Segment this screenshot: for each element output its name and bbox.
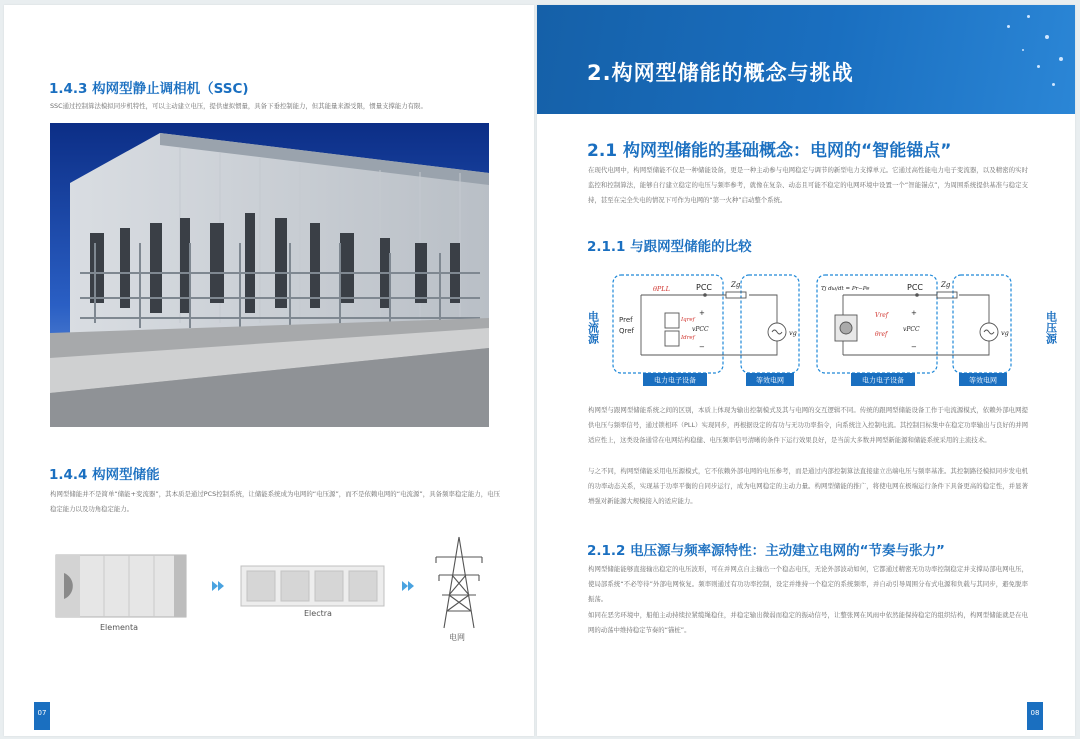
current-source-label-1: 电流源 — [586, 311, 600, 344]
vg-label-right: vg — [1001, 329, 1009, 337]
product-diagram — [44, 533, 504, 648]
qref-label: Qref — [619, 327, 635, 335]
decor-dot — [1022, 49, 1024, 51]
section-body-2-1-1-p2: 与之不同，构网型储能采用电压源模式，它不依赖外部电网的电压参考，而是通过内部控制算法直接建立出端电压与频率基准。其控制路径模拟同步发电机的功率动态关系，实现基于功率平衡的自同步运行，成为电网稳定的主动力量。构网型储能的推广，将使电网在极端运行条件下具备更高的稳定性，并显著增强对新能源大规模接入的适应能力。 — [588, 467, 1028, 505]
eq-grid-label-left: 等效电网 — [756, 376, 784, 385]
zg-label-right: Zg — [941, 281, 951, 289]
pcc-label-right: PCC — [907, 283, 923, 292]
page-number-right: 08 — [1027, 702, 1043, 730]
eq-grid-label-right: 等效电网 — [969, 376, 997, 385]
decor-dot — [1027, 15, 1030, 18]
decor-dot — [1045, 35, 1049, 39]
page-number-left: 07 — [34, 702, 50, 730]
iqref-label: Iqref — [681, 317, 695, 323]
elementa-cabinet-image — [56, 555, 186, 617]
theta-ref-label: θref — [875, 331, 888, 338]
section-body-2-1: 在现代电网中，构网型储能不仅是一种储能设备，更是一种主动参与电网稳定与调节的新型电力支撑单元。它通过高性能电力电子变流器，以及精密的实时监控和控制算法，能够自行建立稳定的电压与频率参考，就像在复杂、动态且可能不稳定的电网环境中设置一个“智能锚点”，为周围系统提供基准与稳定支持，甚至在完全失电的情况下可作为电网的“第一火种”启动整个系统。 — [588, 166, 1028, 204]
section-title-2-1: 2.1 构网型储能的基础概念：电网的“智能锚点” — [587, 141, 952, 161]
pref-label: Pref — [619, 316, 633, 324]
vpcc-label-left: vPCC — [692, 326, 709, 333]
chapter-title: 2.构网型储能的概念与挑战 — [587, 61, 854, 85]
section-title-2-1-1: 2.1.1 与跟网型储能的比较 — [587, 239, 752, 255]
vpcc-label-right: vPCC — [903, 326, 920, 333]
zg-label-left: Zg — [731, 281, 741, 289]
section-title-1-4-4: 1.4.4 构网型储能 — [49, 467, 160, 483]
section-title-1-4-3: 1.4.3 构网型静止调相机（SSC) — [49, 81, 249, 97]
chapter-banner — [537, 5, 1075, 114]
theta-pll-label: θPLL — [653, 285, 670, 293]
decor-dot — [1007, 25, 1010, 28]
pe-device-label-left: 电力电子设备 — [654, 376, 696, 385]
decor-dot — [1059, 57, 1063, 61]
pe-device-label-right: 电力电子设备 — [862, 376, 904, 385]
left-page — [4, 5, 534, 736]
electra-label: Electra — [304, 609, 332, 618]
grid-following-vs-grid-forming-diagram — [581, 263, 1061, 393]
section-body-1-4-3: SSC通过控制算法模拟同步机特性，可以主动建立电压，提供虚拟惯量，具备下垂控制能力，但其能量来源受限，惯量支撑能力有限。 — [50, 102, 427, 110]
idref-label: Idref — [681, 335, 695, 341]
minus-label-right: − — [911, 343, 917, 351]
arrow-icon — [402, 581, 414, 591]
right-page — [537, 5, 1075, 736]
grid-box-left — [741, 275, 799, 373]
vg-label-left: vg — [789, 329, 797, 337]
elementa-label: Elementa — [100, 623, 139, 632]
grid-box-right — [953, 275, 1011, 373]
section-body-2-1-2-p1: 构网型储能能够直接输出稳定的电压波形，可在并网点自主输出一个稳态电压，无论外部波动如何，它都通过精密无功功率控制稳定并支撑局部电网电压，使局部系统“不必等待”外部电网恢复。频率则通过有功功率控制，设定并维持一个稳定的系统频率，并自动引导周围分布式电源和负载与其同步，避免脱率振荡。 — [588, 565, 1028, 603]
section-body-2-1-1-p1: 构网型与跟网型储能系统之间的区别，本质上体现为输出控制模式及其与电网的交互逻辑不同。传统的跟网型储能设备工作于电流源模式，依赖外部电网提供电压与频率信号，通过锁相环（PLL）实现同步，再根据设定的有功与无功功率指令，向系统注入控制电流。其控制目标集中在稳定功率输出与良好的并网适应性上，这类设备通常在电网结构稳健、电压频率信号清晰的条件下运行效果良好，是当前大多数并网型新能源和储能系统采用的主流技术。 — [588, 406, 1028, 444]
decor-dot — [1037, 65, 1040, 68]
swing-equation-label: Tj dω/dt = Pr−Pe — [821, 286, 870, 292]
section-body-1-4-4: 构网型储能并不是简单“储能+变流器”，其本质是通过PCS控制系统，让储能系统成为电网的“电压源”，而不是依赖电网的“电流源”，具备频率稳定能力，电压稳定能力以及功角稳定能力。 — [50, 490, 500, 513]
grid-label: 电网 — [449, 633, 465, 642]
section-title-2-1-2: 2.1.2 电压源与频率源特性：主动建立电网的“节奏与张力” — [587, 543, 945, 559]
transmission-tower-icon — [436, 537, 482, 628]
voltage-source-label-1: 电压源 — [1044, 311, 1058, 344]
minus-label-left: − — [699, 343, 705, 351]
section-body-2-1-2-p2: 如同在恶劣环境中，船舶主动持续拉紧缆绳稳住，并稳定输出微弱而稳定的振动信号，让整张网在风雨中依然能保持稳定的组织结构，构网型储能就是在电网的动荡中维持稳定节奏的“锚桩”。 — [588, 611, 1028, 634]
plus-label-left: + — [699, 309, 705, 317]
arrow-icon — [212, 581, 224, 591]
vref-label: Vref — [875, 312, 888, 319]
decor-dot — [1052, 83, 1055, 86]
substation-photo — [50, 123, 489, 427]
electra-cabinet-image — [241, 566, 384, 606]
plus-label-right: + — [911, 309, 917, 317]
pcc-label-left: PCC — [696, 283, 712, 292]
